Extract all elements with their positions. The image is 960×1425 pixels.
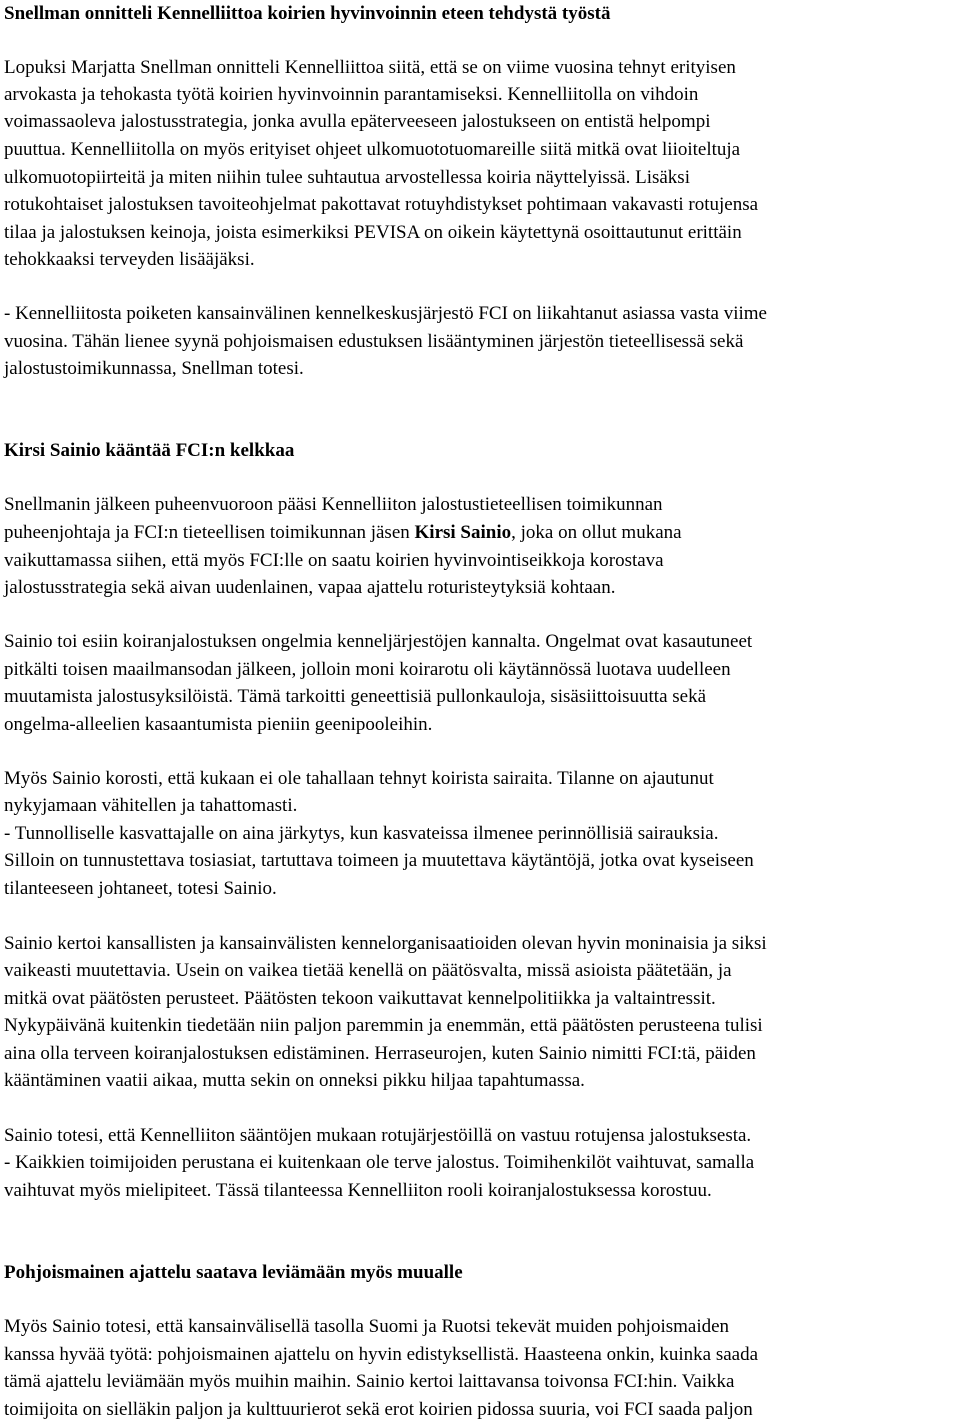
section-heading-sainio: Kirsi Sainio kääntää FCI:n kelkkaa — [4, 440, 295, 461]
text-line: rotukohtaiset jalostuksen tavoiteohjelmat pakottavat rotuyhdistykset pohtimaan vakavasti rotujensa — [4, 194, 759, 215]
text-line: aina olla terveen koiranjalostuksen edistäminen. Herraseurojen, kuten Sainio nimitti FCI:tä, päiden — [4, 1043, 756, 1064]
text-line: Sainio toi esiin koiranjalostuksen ongelmia kenneljärjestöjen kannalta. Ongelmat ovat kasautuneet — [4, 631, 753, 652]
text-line: Snellmanin jälkeen puheenvuoroon pääsi Kennelliiton jalostustieteellisen toimikunnan — [4, 494, 663, 515]
text-line: Nykypäivänä kuitenkin tiedetään niin paljon paremmin ja enemmän, että päätösten perusteena tulisi — [4, 1015, 763, 1036]
section-heading-snellman: Snellman onnitteli Kennelliittoa koirien hyvinvoinnin eteen tehdystä työstä — [4, 3, 611, 24]
text-line: tilaa ja jalostuksen keinoja, joista esimerkiksi PEVISA on oikein käytettynä osoittautunut erittäin — [4, 222, 742, 243]
text-line: muutamista jalostusyksilöistä. Tämä tarkoitti geneettisiä pullonkauloja, sisäsiittoisuutta sekä — [4, 686, 707, 707]
text-line: mitkä ovat päätösten perusteet. Päätösten tekoon vaikuttavat kennelpolitiikka ja valtaintressit. — [4, 988, 716, 1009]
text-span: puheenjohtaja ja FCI:n tieteellisen toimikunnan jäsen — [4, 522, 415, 543]
section-heading-pohjoismainen: Pohjoismainen ajattelu saatava leviämään myös muualle — [4, 1262, 463, 1283]
text-line: Myös Sainio totesi, että kansainvälisellä tasolla Suomi ja Ruotsi tekevät muiden pohjoismaiden — [4, 1316, 730, 1337]
text-line: vaikuttamassa siihen, että myös FCI:lle on saatu koirien hyvinvointiseikkoja korostava — [4, 550, 664, 571]
text-line: - Kennelliitosta poiketen kansainvälinen kennelkeskusjärjestö FCI on liikahtanut asiassa vasta viime — [4, 303, 767, 324]
text-line: Sainio kertoi kansallisten ja kansainvälisten kennelorganisaatioiden olevan hyvin moninaisia ja siksi — [4, 933, 767, 954]
text-line: tilanteeseen johtaneet, totesi Sainio. — [4, 878, 277, 899]
text-line: - Kaikkien toimijoiden perustana ei kuitenkaan ole terve jalostus. Toimihenkilöt vaihtuvat, samalla — [4, 1152, 755, 1173]
text-line: vaihtuvat myös mielipiteet. Tässä tilanteessa Kennelliiton rooli koiranjalostuksessa korostuu. — [4, 1180, 712, 1201]
text-line: vaikeasti muutettavia. Usein on vaikea tietää kenellä on päätösvalta, missä asioista päätetään, ja — [4, 960, 732, 981]
text-line: Lopuksi Marjatta Snellman onnitteli Kennelliittoa siitä, että se on viime vuosina tehnyt erityisen — [4, 57, 736, 78]
text-line: puuttua. Kennelliitolla on myös erityiset ohjeet ulkomuototuomareille siitä mitkä ovat liioiteltuja — [4, 139, 741, 160]
text-line: ulkomuotopiirteitä ja miten niihin tulee suhtautua arvostellessa koiria näyttelyissä. Lisäksi — [4, 167, 690, 188]
text-line: tämä ajattelu leviämään myös muihin maihin. Sainio kertoi laittavansa toivonsa FCI:hin. Vaikka — [4, 1371, 735, 1392]
text-line: nykyjamaan vähitellen ja tahattomasti. — [4, 795, 298, 816]
text-line: arvokasta ja tehokasta työtä koirien hyvinvoinnin parantamiseksi. Kennelliitolla on vihdoin — [4, 84, 699, 105]
text-line: pitkälti toisen maailmansodan jälkeen, jolloin moni koirarotu oli käytännössä luotava uudelleen — [4, 659, 731, 680]
text-line: - Tunnolliselle kasvattajalle on aina järkytys, kun kasvateissa ilmenee perinnöllisiä sairauksia. — [4, 823, 719, 844]
text-line: vuosina. Tähän lienee syynä pohjoismaisen edustuksen lisääntyminen järjestön tieteellisessä sekä — [4, 331, 744, 352]
person-name-bold: Kirsi Sainio — [414, 522, 512, 543]
text-line: toimijoita on sielläkin paljon ja kulttuurierot sekä erot koirien pidossa suuria, voi FCI saada paljon — [4, 1399, 753, 1420]
text-span: , joka on ollut mukana — [511, 522, 682, 543]
text-line: Silloin on tunnustettava tosiasiat, tartuttava toimeen ja muutettava käytäntöjä, jotka ovat kyseiseen — [4, 850, 754, 871]
text-line: ongelma-alleelien kasaantumista pieniin geenipooleihin. — [4, 714, 433, 735]
text-line: kanssa hyvää työtä: pohjoismainen ajattelu on hyvin edistyksellistä. Haasteena onkin, kuinka saada — [4, 1344, 759, 1365]
text-line: tehokkaaksi terveyden lisääjäksi. — [4, 249, 255, 270]
text-line: Sainio totesi, että Kennelliiton sääntöjen mukaan rotujärjestöillä on vastuu rotujensa jalostuksesta. — [4, 1125, 752, 1146]
text-line: jalostusstrategia sekä aivan uudenlainen, vapaa ajattelu roturisteytyksiä kohtaan. — [4, 577, 616, 598]
text-line — [4, 519, 682, 546]
text-line: kääntäminen vaatii aikaa, mutta sekin on onneksi pikku hiljaa tapahtumassa. — [4, 1070, 585, 1091]
text-line: voimassaoleva jalostusstrategia, jonka avulla epäterveeseen jalostukseen on entistä helpompi — [4, 111, 711, 132]
text-line: Myös Sainio korosti, että kukaan ei ole tahallaan tehnyt koirista sairaita. Tilanne on ajautunut — [4, 768, 714, 789]
text-line: jalostustoimikunnassa, Snellman totesi. — [4, 358, 304, 379]
